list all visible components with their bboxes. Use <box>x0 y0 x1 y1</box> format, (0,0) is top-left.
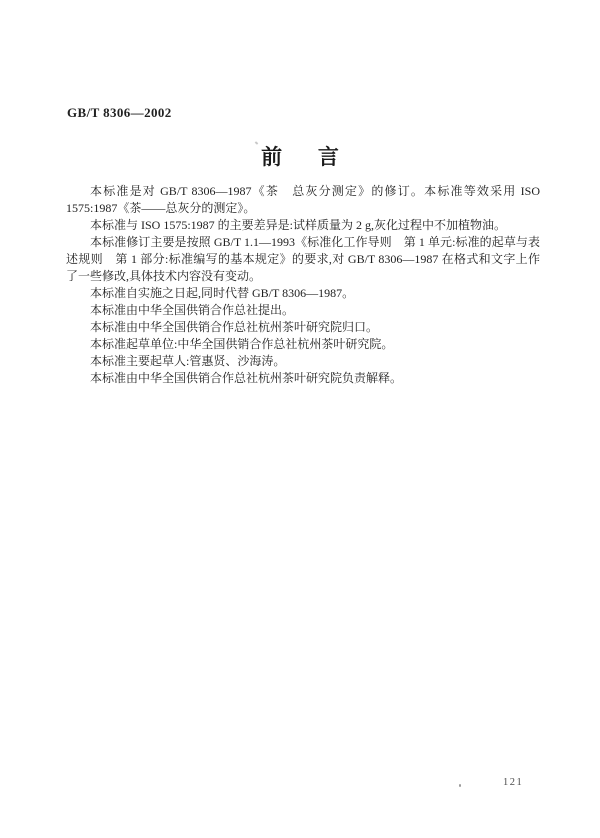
foreword-paragraph: 本标准自实施之日起,同时代替 GB/T 8306—1987。 <box>90 286 355 300</box>
foreword-paragraph: 本标准起草单位:中华全国供销合作总社杭州茶叶研究院。 <box>90 337 394 351</box>
page-title: 前言 <box>261 145 375 169</box>
foreword-paragraph: 本标准修订主要是按照 GB/T 1.1—1993《标准化工作导则 第 1 单元:标准的起草与表述规则 第 1 部分:标准编写的基本规定》的要求,对 GB/T 8306—1987 在格式和文字上作了一些修改,具体技术内容没有变动。 <box>66 235 540 283</box>
scan-artifact <box>459 784 461 787</box>
foreword-paragraph: 本标准主要起草人:管惠贤、沙海涛。 <box>90 354 286 368</box>
foreword-paragraph: 本标准由中华全国供销合作总社杭州茶叶研究院负责解释。 <box>90 371 403 385</box>
foreword-paragraph: 本标准由中华全国供销合作总社杭州茶叶研究院归口。 <box>90 320 379 334</box>
foreword-paragraph: 本标准由中华全国供销合作总社提出。 <box>90 303 295 317</box>
page-number: 121 <box>503 777 524 788</box>
foreword-body <box>66 183 540 387</box>
foreword-paragraph: 本标准是对 GB/T 8306—1987《茶 总灰分测定》的修订。本标准等效采用 ISO 1575:1987《茶——总灰分的测定》。 <box>66 184 540 215</box>
standard-number: GB/T 8306—2002 <box>67 105 172 120</box>
foreword-paragraph: 本标准与 ISO 1575:1987 的主要差异是:试样质量为 2 g,灰化过程中不加植物油。 <box>90 218 507 232</box>
